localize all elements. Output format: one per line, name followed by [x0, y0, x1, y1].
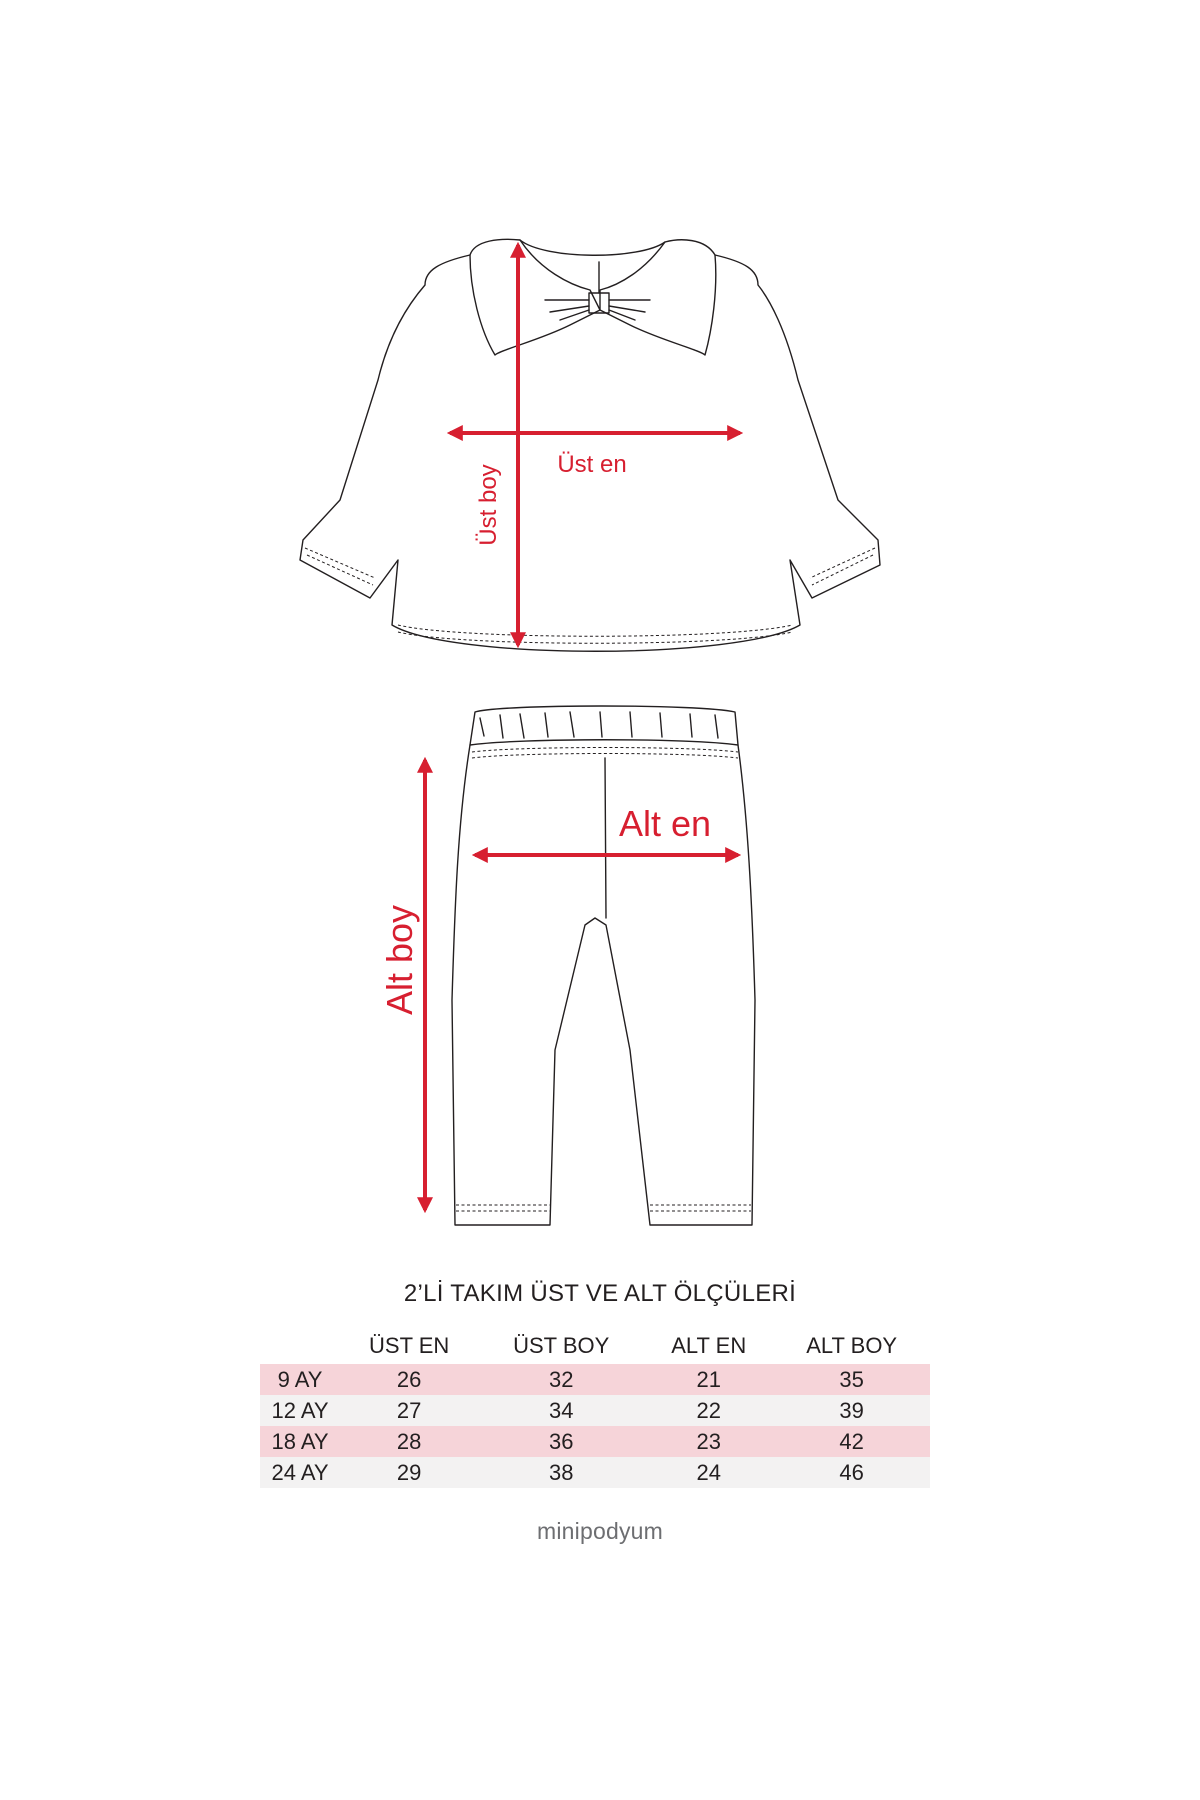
table-cell: 29 [340, 1457, 478, 1488]
top-length-label: Üst boy [475, 464, 502, 546]
bottom-garment-sketch [452, 706, 755, 1225]
size-table-title: 2’Lİ TAKIM ÜST VE ALT ÖLÇÜLERİ [403, 1280, 797, 1307]
top-garment-sketch [300, 239, 880, 651]
center-seam [605, 758, 606, 918]
brand-logo: minipodyum [537, 1518, 663, 1544]
size-table-header [260, 1328, 340, 1364]
size-table-header-row [260, 1328, 930, 1364]
table-cell: 26 [340, 1364, 478, 1395]
table-cell: 27 [340, 1395, 478, 1426]
bottom-length-label: Alt boy [379, 904, 420, 1016]
table-cell: 23 [644, 1426, 773, 1457]
size-table-header: ALT BOY [806, 1333, 898, 1358]
collar-right [600, 240, 716, 355]
table-row [260, 1395, 930, 1426]
bow-folds [545, 300, 650, 320]
table-cell: 22 [644, 1395, 773, 1426]
top-hem-stitch [398, 625, 792, 643]
waistband-gathers [480, 712, 718, 738]
neckline [520, 240, 665, 255]
collar-left [470, 239, 600, 355]
table-cell: 35 [773, 1364, 930, 1395]
table-cell: 39 [773, 1395, 930, 1426]
size-label: 9 AY [260, 1364, 340, 1395]
table-cell: 32 [478, 1364, 644, 1395]
table-cell: 38 [478, 1457, 644, 1488]
left-leg-hem-stitch [456, 1205, 550, 1211]
waistband-stitch [472, 748, 738, 759]
right-leg-hem-stitch [650, 1205, 751, 1211]
table-cell: 24 [644, 1457, 773, 1488]
size-table-header: ÜST BOY [513, 1333, 610, 1358]
size-label: 24 AY [260, 1457, 340, 1488]
table-cell: 34 [478, 1395, 644, 1426]
table-row [260, 1364, 930, 1395]
top-width-label: Üst en [557, 451, 627, 478]
table-cell: 42 [773, 1426, 930, 1457]
bottom-width-label: Alt en [618, 803, 712, 844]
left-cuff-stitch [305, 548, 375, 585]
size-table-header: ÜST EN [369, 1333, 450, 1358]
table-cell: 21 [644, 1364, 773, 1395]
table-cell: 46 [773, 1457, 930, 1488]
right-cuff-stitch [810, 548, 875, 585]
table-cell: 36 [478, 1426, 644, 1457]
size-label: 12 AY [260, 1395, 340, 1426]
pants-outline [452, 706, 755, 1225]
size-table [260, 1328, 930, 1488]
waistband-line [470, 740, 738, 745]
size-table-header: ALT EN [671, 1333, 747, 1358]
table-row [260, 1426, 930, 1457]
table-cell: 28 [340, 1426, 478, 1457]
size-label: 18 AY [260, 1426, 340, 1457]
table-row [260, 1457, 930, 1488]
